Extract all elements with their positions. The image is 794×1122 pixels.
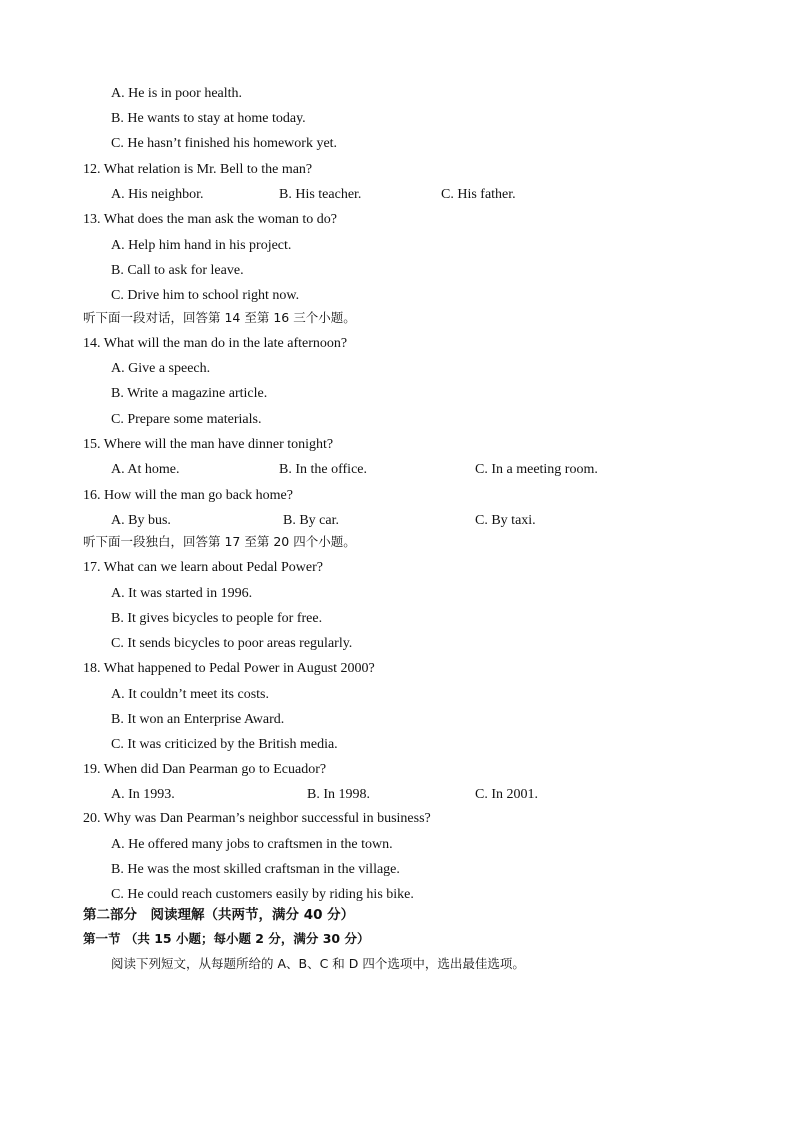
q14-option-a: A. Give a speech. (111, 361, 211, 376)
q16-option-b: B. By car. (283, 513, 339, 528)
q11-option-b: B. He wants to stay at home today. (111, 111, 306, 126)
q20-option-a: A. He offered many jobs to craftsmen in the town. (111, 837, 393, 852)
q12-question: 12. What relation is Mr. Bell to the man? (83, 162, 313, 177)
q15-option-a: A. At home. (111, 462, 180, 477)
q15-option-b: B. In the office. (279, 462, 367, 477)
section1-instruction: 阅读下列短文，从每题所给的 A、B、C 和 D 四个选项中，选出最佳选项。 (111, 956, 525, 971)
q20-option-c: C. He could reach customers easily by riding his bike. (111, 887, 414, 902)
q12-option-c: C. His father. (441, 187, 516, 202)
q19-question: 19. When did Dan Pearman go to Ecuador? (83, 762, 327, 777)
q12-option-b: B. His teacher. (279, 187, 362, 202)
listening-instruction-14-16: 听下面一段对话，回答第 14 至第 16 三个小题。 (83, 310, 356, 325)
q19-option-b: B. In 1998. (307, 787, 370, 802)
q18-question: 18. What happened to Pedal Power in August 2000? (83, 661, 375, 676)
q11-option-c: C. He hasn’t finished his homework yet. (111, 136, 338, 151)
q13-option-b: B. Call to ask for leave. (111, 263, 244, 278)
q14-question: 14. What will the man do in the late afternoon? (83, 336, 348, 351)
q15-question: 15. Where will the man have dinner tonight? (83, 437, 334, 452)
q13-question: 13. What does the man ask the woman to do? (83, 212, 338, 227)
q17-option-c: C. It sends bicycles to poor areas regularly. (111, 636, 353, 651)
q17-option-a: A. It was started in 1996. (111, 586, 253, 601)
q20-question: 20. Why was Dan Pearman’s neighbor successful in business? (83, 811, 431, 826)
section1-heading: 第一节 （共 15 小题；每小题 2 分，满分 30 分） (83, 931, 370, 946)
q18-option-b: B. It won an Enterprise Award. (111, 712, 285, 727)
q16-option-c: C. By taxi. (475, 513, 536, 528)
q14-option-c: C. Prepare some materials. (111, 412, 262, 427)
q12-option-a: A. His neighbor. (111, 187, 204, 202)
part2-heading: 第二部分 阅读理解（共两节，满分 40 分） (83, 907, 355, 923)
q19-option-a: A. In 1993. (111, 787, 175, 802)
q14-option-b: B. Write a magazine article. (111, 386, 268, 401)
q17-option-b: B. It gives bicycles to people for free. (111, 611, 323, 626)
q18-option-c: C. It was criticized by the British media. (111, 737, 338, 752)
q19-option-c: C. In 2001. (475, 787, 538, 802)
q13-option-c: C. Drive him to school right now. (111, 288, 300, 303)
q16-option-a: A. By bus. (111, 513, 171, 528)
q17-question: 17. What can we learn about Pedal Power? (83, 560, 323, 575)
q11-option-a: A. He is in poor health. (111, 86, 243, 101)
q20-option-b: B. He was the most skilled craftsman in the village. (111, 862, 400, 877)
q16-question: 16. How will the man go back home? (83, 488, 293, 503)
q15-option-c: C. In a meeting room. (475, 462, 598, 477)
q18-option-a: A. It couldn’t meet its costs. (111, 687, 269, 702)
listening-instruction-17-20: 听下面一段独白，回答第 17 至第 20 四个小题。 (83, 534, 356, 549)
q13-option-a: A. Help him hand in his project. (111, 238, 292, 253)
